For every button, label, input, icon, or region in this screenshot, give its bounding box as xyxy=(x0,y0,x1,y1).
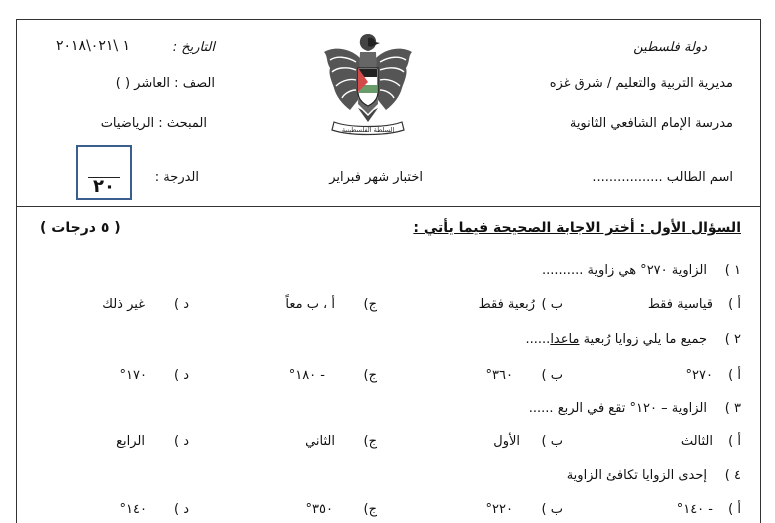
option-text: غير ذلك xyxy=(102,297,145,312)
option-text: ٢٧٠° xyxy=(685,368,713,383)
option-letter: أ ) xyxy=(728,502,741,517)
option-letter: د ) xyxy=(174,368,189,383)
subject-label: المبحث : الرياضيات xyxy=(100,116,207,131)
option-letter: ج) xyxy=(363,502,377,517)
option-text: ٣٥٠° xyxy=(305,502,333,517)
question-text-underlined: ماعدا xyxy=(550,332,580,347)
exam-title: اختبار شهر فبراير xyxy=(329,170,423,185)
option-text: أ ، ب معاً xyxy=(285,297,335,312)
option-text: رُبعية فقط xyxy=(478,297,535,312)
state-name: دولة فلسطين xyxy=(633,40,707,55)
section-points: ( ٥ درجات ) xyxy=(40,220,121,236)
score-label: الدرجة : xyxy=(154,170,199,185)
option-text: الأول xyxy=(493,434,520,449)
border-top xyxy=(16,19,761,20)
question-text: الزاوية – ١٢٠° تقع في الربع ...... xyxy=(528,401,707,416)
school-name: مدرسة الإمام الشافعي الثانوية xyxy=(569,116,733,131)
option-text: الثالث xyxy=(680,434,713,449)
question-number: ١ ) xyxy=(724,263,741,278)
option-letter: أ ) xyxy=(728,434,741,449)
border-left xyxy=(16,19,17,523)
option-text: قياسية فقط xyxy=(647,297,713,312)
header-separator xyxy=(16,206,761,207)
question-number: ٢ ) xyxy=(724,332,741,347)
student-name-label: اسم الطالب ................. xyxy=(592,170,733,185)
question-text xyxy=(526,332,707,347)
option-letter: ب ) xyxy=(541,434,563,449)
option-text: ١٧٠° xyxy=(119,368,147,383)
option-text: - ١٤٠° xyxy=(676,502,713,517)
option-letter: د ) xyxy=(174,502,189,517)
date-label: التاريخ : xyxy=(172,40,215,55)
emblem-caption: السلطة الفلسطينية xyxy=(341,126,395,134)
option-text: ١٤٠° xyxy=(119,502,147,517)
border-right xyxy=(760,19,761,523)
question-number: ٤ ) xyxy=(724,468,741,483)
option-letter: ب ) xyxy=(541,297,563,312)
option-letter: ج) xyxy=(363,434,377,449)
score-total: ٢٠ xyxy=(93,176,115,197)
directorate-name: مديرية التربية والتعليم / شرق غزه xyxy=(549,76,733,91)
option-text: الرابع xyxy=(116,434,145,449)
option-text: - ١٨٠° xyxy=(288,368,325,383)
option-letter: د ) xyxy=(174,434,189,449)
question-text: الزاوية ٢٧٠° هي زاوية .......... xyxy=(542,263,707,278)
question-text-before: جميع ما يلي زوايا رُبعية xyxy=(583,332,707,347)
grade-label: الصف : العاشر ( ) xyxy=(115,76,215,91)
option-text: ٢٢٠° xyxy=(485,502,513,517)
option-letter: أ ) xyxy=(728,368,741,383)
option-letter: أ ) xyxy=(728,297,741,312)
date-value: ١ \٠٢١\٢٠١٨ xyxy=(56,38,131,54)
score-box xyxy=(76,145,132,200)
question-section-title: السؤال الأول : أختر الاجابة الصحيحة فيما يأتي : xyxy=(413,220,741,236)
question-text-after: ...... xyxy=(525,332,551,347)
option-letter: ب ) xyxy=(541,368,563,383)
option-text: ٣٦٠° xyxy=(485,368,513,383)
question-number: ٣ ) xyxy=(724,401,741,416)
palestine-eagle-emblem xyxy=(320,30,416,140)
option-text: الثاني xyxy=(305,434,335,449)
option-letter: ج) xyxy=(363,368,377,383)
option-letter: ب ) xyxy=(541,502,563,517)
option-letter: ج) xyxy=(363,297,377,312)
question-text: إحدى الزوايا تكافئ الزاوية xyxy=(566,468,707,483)
option-letter: د ) xyxy=(174,297,189,312)
